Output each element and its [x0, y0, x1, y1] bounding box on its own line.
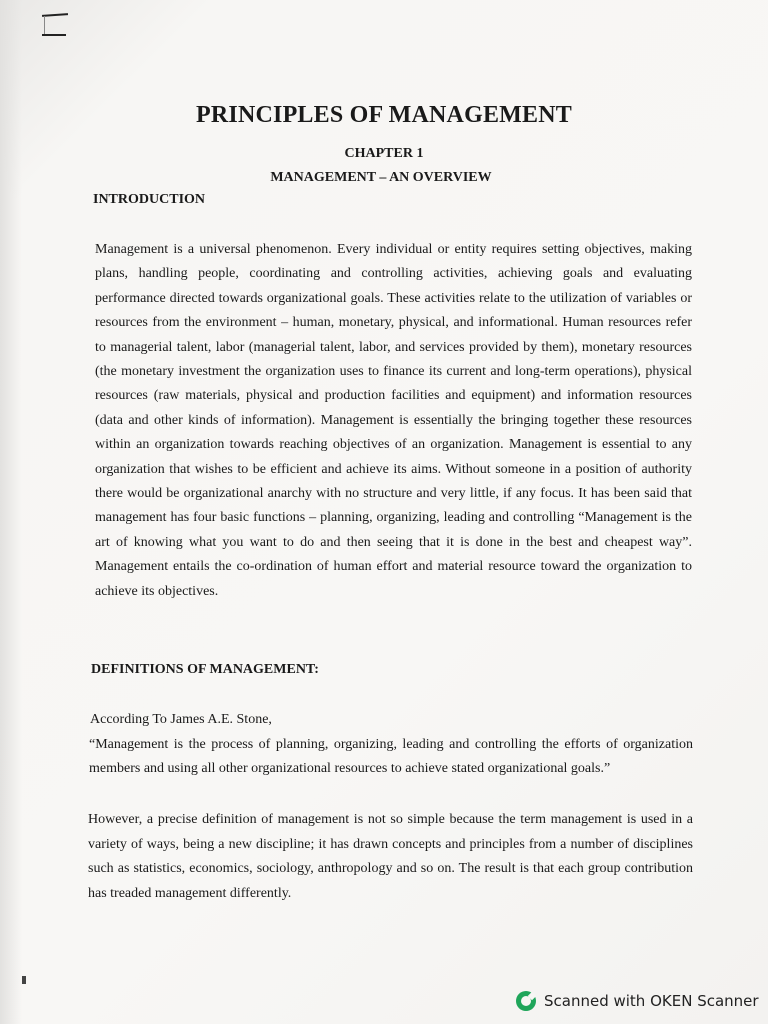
scanner-watermark — [516, 990, 759, 1012]
scan-speck — [22, 976, 26, 984]
definition-quote: “Management is the process of planning, organizing, leading and controlling the efforts of organization members and using all other organizational resources to achieve stated organizational goals.” — [89, 737, 693, 776]
scanner-watermark-text: Scanned with OKEN Scanner — [544, 992, 759, 1010]
document-title: PRINCIPLES OF MANAGEMENT — [196, 102, 572, 128]
corner-staple-marks — [42, 12, 70, 42]
introduction-heading: INTRODUCTION — [93, 192, 206, 207]
chapter-label: CHAPTER 1 — [344, 146, 424, 161]
oken-scanner-logo-icon — [516, 991, 536, 1011]
definition-discussion-paragraph: However, a precise definition of management is not so simple because the term management is used in a variety of ways, being a new discipline; it has drawn concepts and principles from a number of disciplines such as statistics, economics, sociology, anthropology and so on. The result is that each group contribution has treaded management differently. — [88, 812, 693, 901]
introduction-paragraph: Management is a universal phenomenon. Every individual or entity requires setting objectives, making plans, handling people, coordinating and controlling activities, achieving goals and evaluating performance directed towards organizational goals. These activities relate to the utilization of variables or resources from the environment – human, monetary, physical, and informational. Human resources refer to managerial talent, labor (managerial talent, labor, and services provided by them), monetary resources (the monetary investment the organization uses to finance its current and long-term operations), physical resources (raw materials, physical and production facilities and equipment) and information resources (data and other kinds of information). Management is essentially the bringing together these resources within an organization towards reaching objectives of an organization. Management is essential to any organization that wishes to be efficient and achieve its aims. Without someone in a position of authority there would be organizational anarchy with no structure and very little, if any focus. It has been said that management has four basic functions – planning, organizing, leading and controlling “Management is the art of knowing what you want to do and then seeing that it is done in the best and cheapest way”. Management entails the co-ordination of human effort and material resource toward the organization to achieve its objectives. — [95, 242, 692, 599]
definition-attribution: According To James A.E. Stone, — [90, 712, 272, 727]
definitions-heading: DEFINITIONS OF MANAGEMENT: — [91, 662, 319, 677]
chapter-subtitle: MANAGEMENT – AN OVERVIEW — [270, 170, 492, 185]
